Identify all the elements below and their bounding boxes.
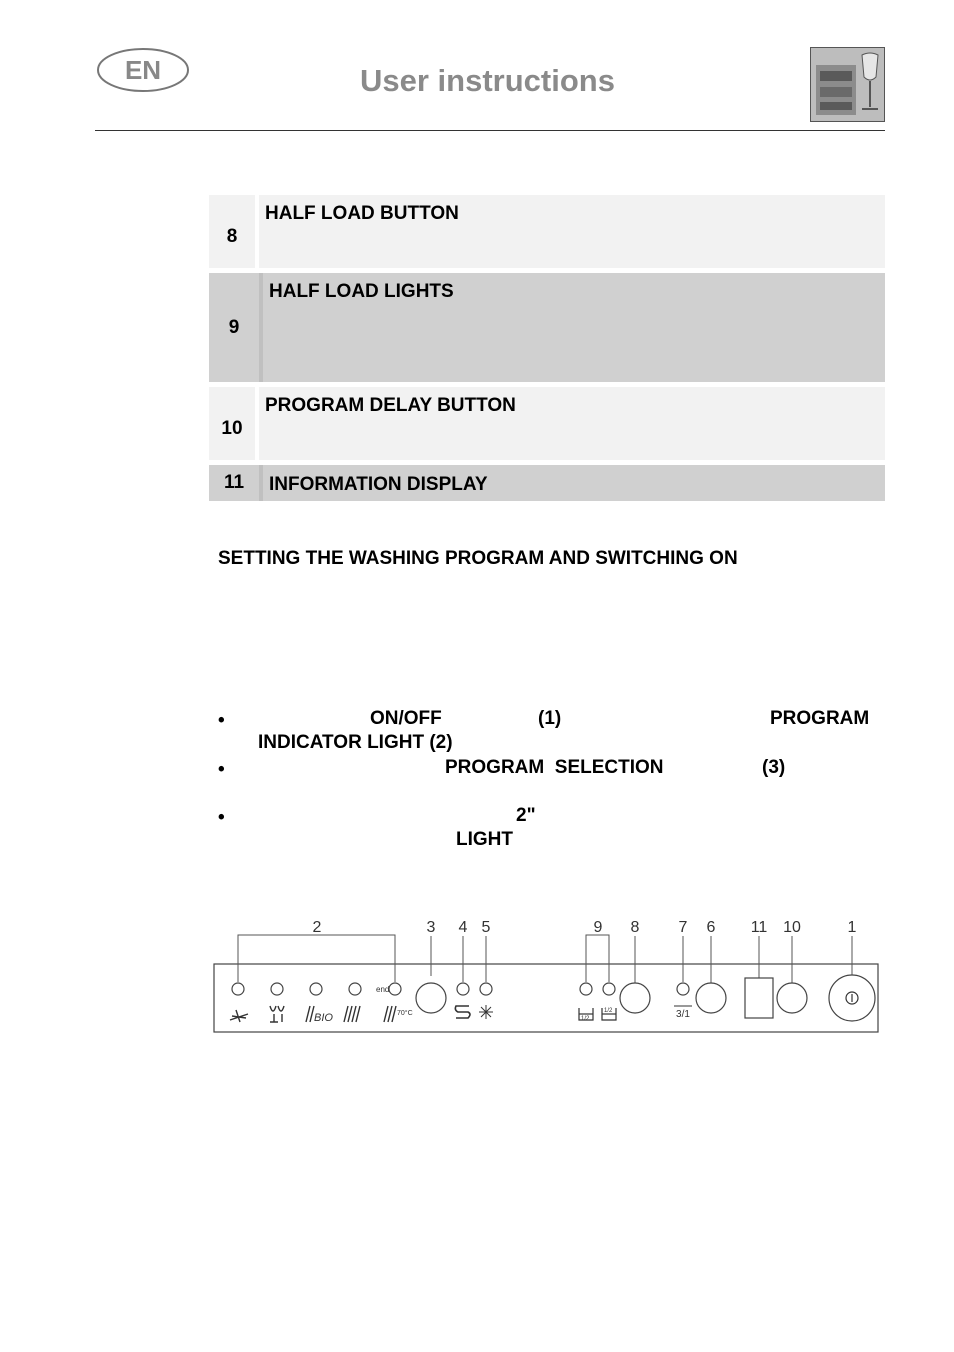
- half-bottom-label: 1/2: [581, 1016, 590, 1022]
- bullet-marker: •: [218, 710, 225, 731]
- legend-label: HALF LOAD BUTTON: [259, 195, 885, 268]
- program-light-2: [271, 983, 283, 995]
- two-seconds-text: 2": [516, 805, 536, 826]
- section-heading: SETTING THE WASHING PROGRAM AND SWITCHING ON: [218, 548, 738, 569]
- legend-label: INFORMATION DISPLAY: [263, 465, 885, 501]
- program-light-4: [349, 983, 361, 995]
- callout-2: 2: [312, 919, 322, 936]
- half-top-label: 1/2: [604, 1008, 613, 1014]
- tablet-button[interactable]: [696, 983, 726, 1013]
- legend-number: 8: [209, 195, 255, 268]
- callout-11: 11: [750, 919, 768, 936]
- legend-number: 11: [209, 465, 263, 501]
- legend-row-9: [209, 273, 885, 382]
- rinse-aid-light: [480, 983, 492, 995]
- on-off-text: ON/OFF: [370, 708, 442, 729]
- language-code: EN: [124, 55, 162, 85]
- callout-4: 4: [458, 919, 468, 936]
- program-selection-button[interactable]: [416, 983, 446, 1013]
- program-light-3: [310, 983, 322, 995]
- tablet-label: 3/1: [676, 1009, 690, 1020]
- information-display: [745, 978, 773, 1018]
- legend-table: [209, 195, 885, 506]
- salt-light: [457, 983, 469, 995]
- program-delay-button[interactable]: [777, 983, 807, 1013]
- temp-label: 70°C: [397, 1010, 413, 1017]
- callout-10: 10: [783, 919, 801, 936]
- bio-label: BIO: [314, 1012, 333, 1024]
- half-load-light-bottom: [580, 983, 592, 995]
- program-light-1: [232, 983, 244, 995]
- light-text: LIGHT: [456, 829, 513, 850]
- callout-5: 5: [481, 919, 491, 936]
- legend-label: HALF LOAD LIGHTS: [263, 273, 885, 382]
- ref-1-text: (1): [538, 708, 562, 729]
- bullet-marker: •: [218, 759, 225, 780]
- indicator-light-text: INDICATOR LIGHT (2): [258, 732, 453, 753]
- legend-number: 9: [209, 273, 263, 382]
- language-badge: [96, 46, 190, 94]
- tablet-light: [677, 983, 689, 995]
- page-title: User instructions: [360, 63, 615, 98]
- dishwasher-glass-icon: [810, 47, 885, 122]
- program-light-5: [389, 983, 401, 995]
- legend-row-11: [209, 465, 885, 501]
- callout-7: 7: [678, 919, 688, 936]
- legend-row-8: [209, 195, 885, 268]
- rinse-aid-icon: [479, 1005, 493, 1019]
- callout-9: 9: [593, 919, 603, 936]
- bullet-marker: •: [218, 807, 225, 828]
- program-text: PROGRAM: [770, 708, 870, 729]
- callout-8: 8: [630, 919, 640, 936]
- half-load-light-top: [603, 983, 615, 995]
- end-label: end: [376, 985, 390, 994]
- callout-6: 6: [706, 919, 716, 936]
- program-selection-text: PROGRAM SELECTION: [445, 757, 664, 778]
- half-load-button[interactable]: [620, 983, 650, 1013]
- legend-label: PROGRAM DELAY BUTTON: [259, 387, 885, 460]
- legend-number: 10: [209, 387, 255, 460]
- ref-3-text: (3): [762, 757, 786, 778]
- legend-row-10: [209, 387, 885, 460]
- control-panel-diagram: [210, 912, 882, 1038]
- callout-1: 1: [847, 919, 857, 936]
- header-divider: [95, 130, 885, 131]
- callout-3: 3: [426, 919, 436, 936]
